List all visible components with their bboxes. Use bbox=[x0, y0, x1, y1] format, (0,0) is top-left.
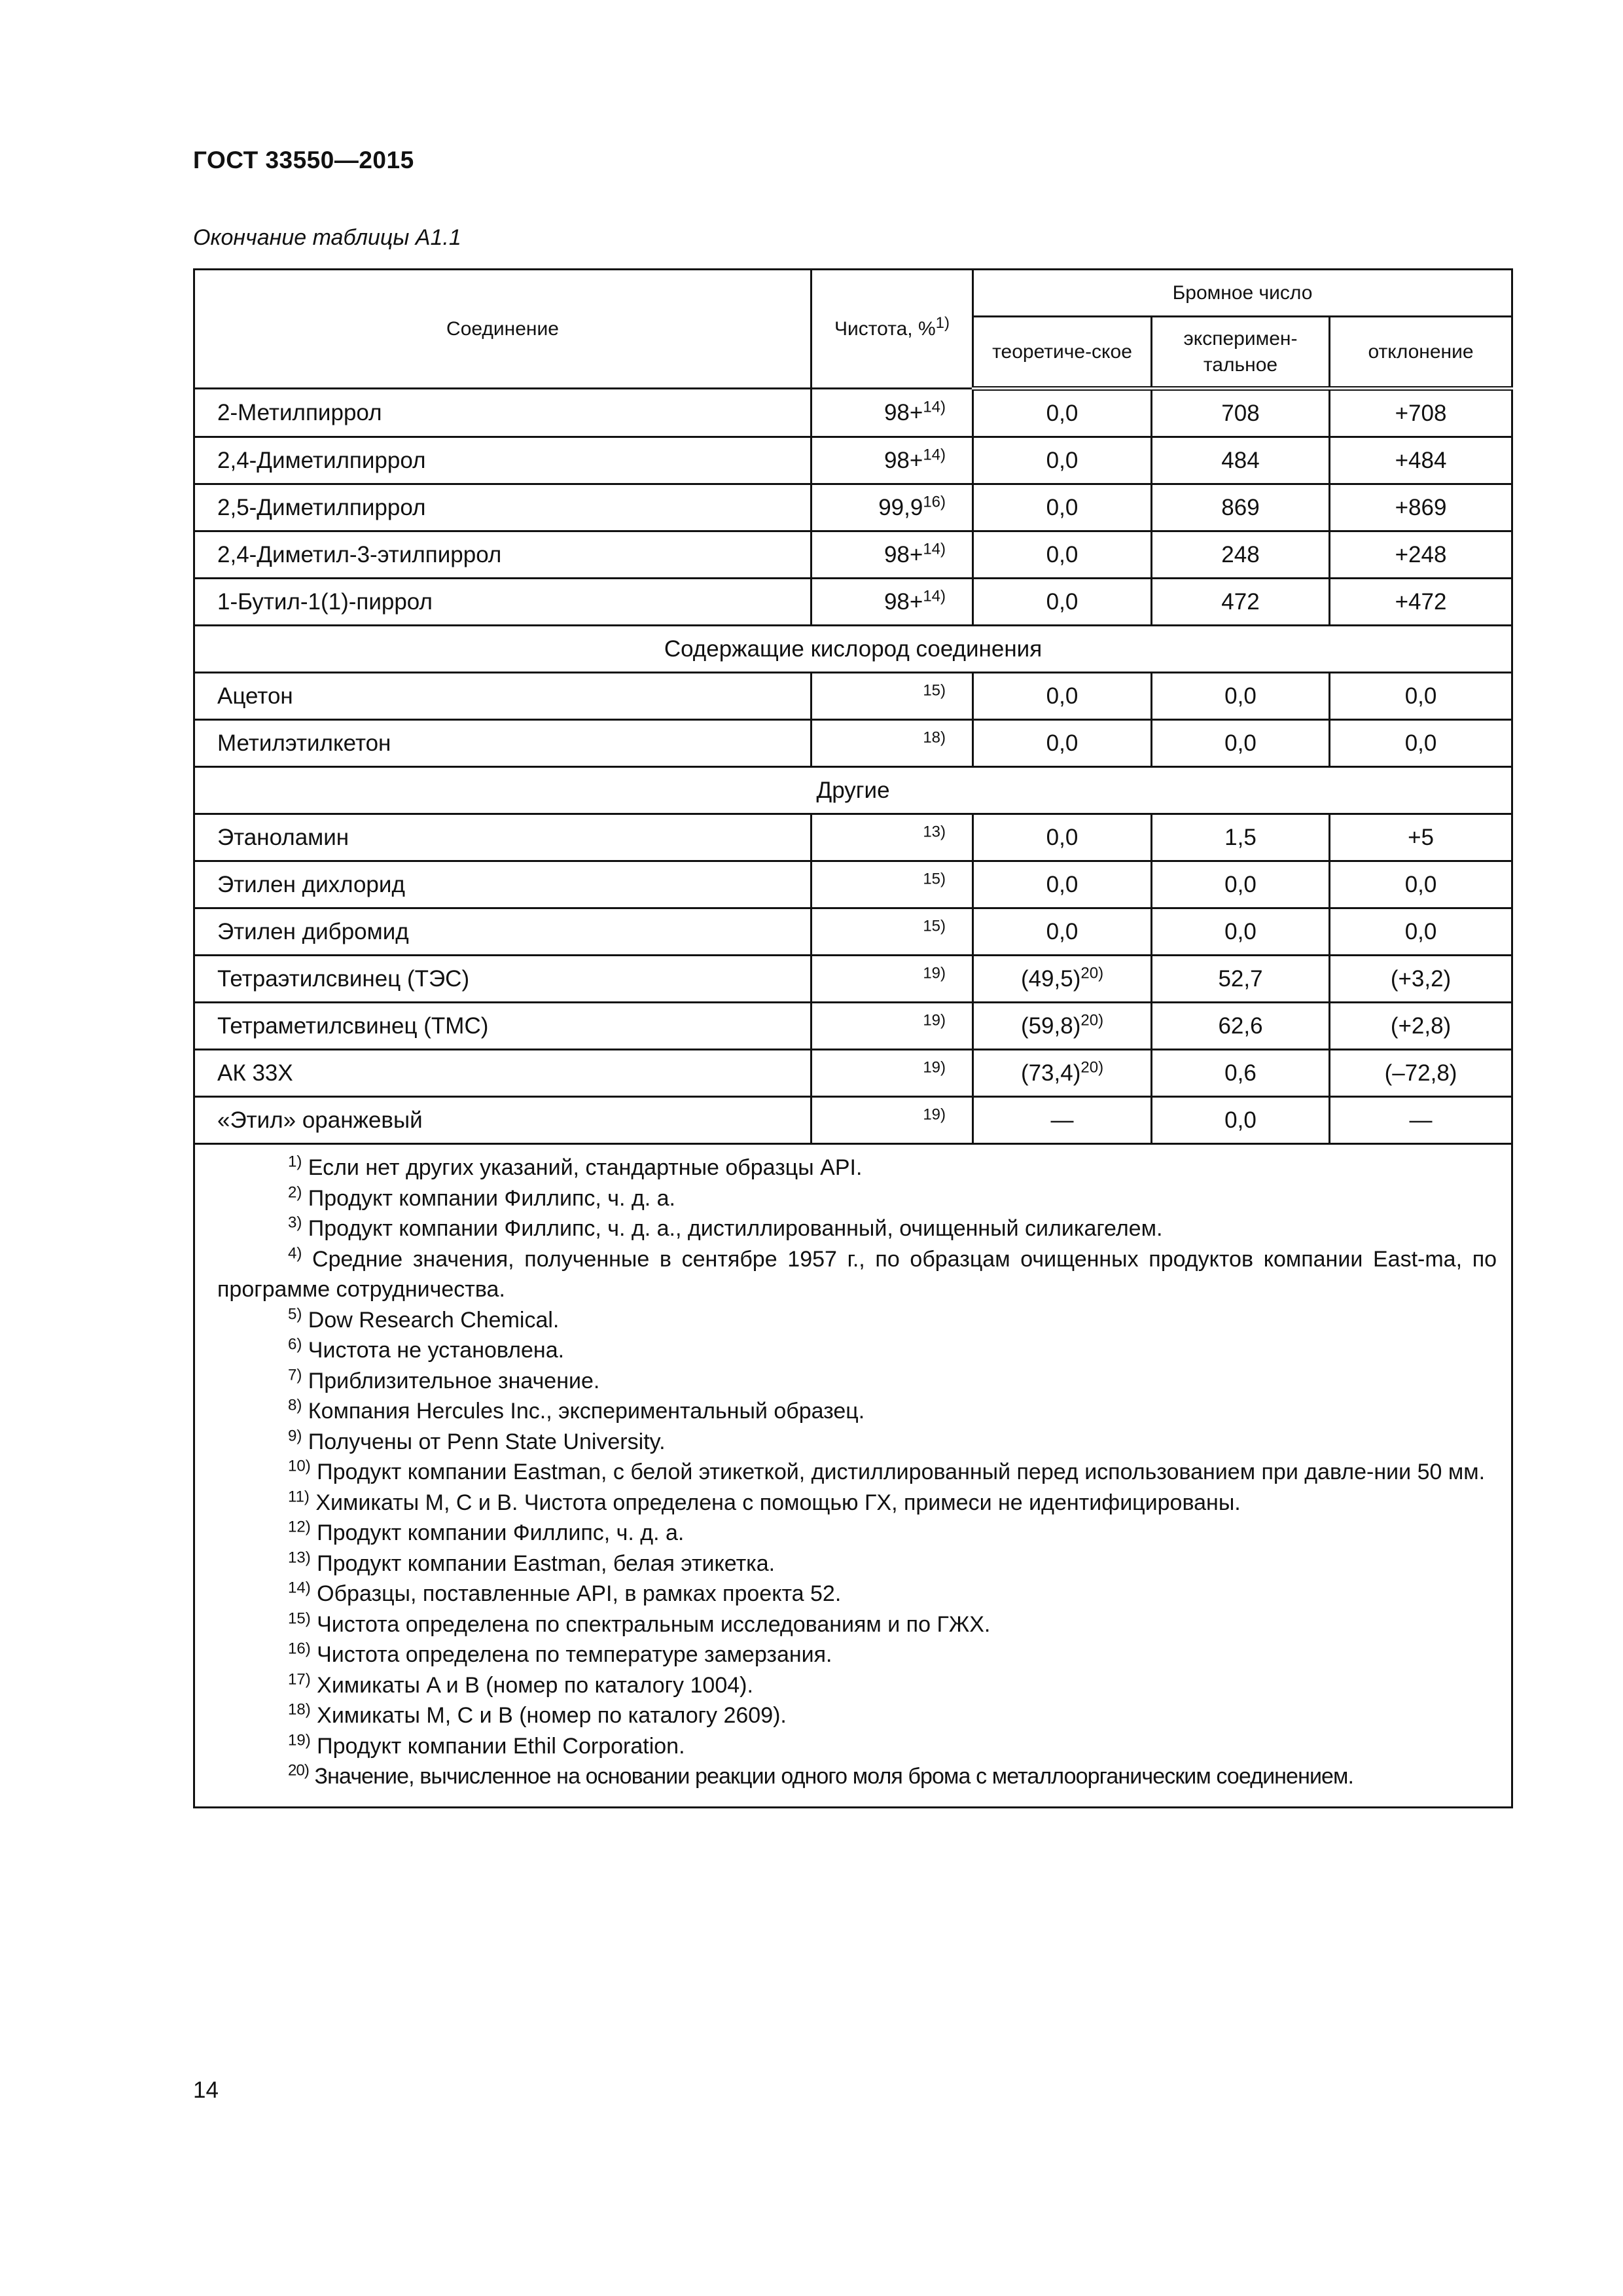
footnote bbox=[217, 1488, 1497, 1518]
notes-row bbox=[194, 1144, 1512, 1808]
footnote-mark: 20) bbox=[288, 1761, 309, 1780]
purity-footnote: 19) bbox=[923, 1011, 946, 1029]
theoretical-value: 0,0 bbox=[973, 673, 1152, 720]
purity-footnote: 14) bbox=[923, 586, 946, 605]
footnote-mark: 16) bbox=[288, 1640, 311, 1658]
deviation-value: 0,0 bbox=[1330, 861, 1512, 908]
theoretical-footnote: 20) bbox=[1080, 1058, 1104, 1076]
table-row bbox=[194, 389, 1512, 437]
footnote bbox=[217, 1670, 1497, 1701]
footnote bbox=[217, 1640, 1497, 1670]
theoretical-value: 0,0 bbox=[973, 814, 1152, 861]
deviation-value: +472 bbox=[1330, 579, 1512, 626]
experimental-value: 0,0 bbox=[1152, 908, 1330, 956]
theoretical-value: — bbox=[973, 1097, 1152, 1144]
footnotes bbox=[195, 1145, 1511, 1806]
deviation-value: (+2,8) bbox=[1330, 1003, 1512, 1050]
theoretical-value: 0,0 bbox=[973, 437, 1152, 484]
experimental-value: 0,6 bbox=[1152, 1050, 1330, 1097]
theoretical-value: 0,0 bbox=[973, 531, 1152, 579]
footnote bbox=[217, 1335, 1497, 1366]
footnote bbox=[217, 1244, 1497, 1305]
theoretical-value: 0,0 bbox=[973, 720, 1152, 767]
footnote-mark: 13) bbox=[288, 1549, 311, 1567]
table-row bbox=[194, 956, 1512, 1003]
theoretical-value: $(73,4)^{20)}$ bbox=[973, 1050, 1152, 1097]
experimental-value: 0,0 bbox=[1152, 720, 1330, 767]
footnote-text: Средние значения, полученные в сентябре 1957 г., по образцам очищенных продуктов компании East-ma, по программе сотрудничества. bbox=[217, 1246, 1497, 1302]
theoretical-value: 0,0 bbox=[973, 579, 1152, 626]
section-row-oxygen bbox=[194, 626, 1512, 673]
table-row bbox=[194, 1097, 1512, 1144]
experimental-value: 0,0 bbox=[1152, 673, 1330, 720]
theoretical-footnote: 20) bbox=[1080, 1011, 1104, 1029]
header-compound: Соединение bbox=[194, 270, 812, 389]
experimental-value: 0,0 bbox=[1152, 1097, 1330, 1144]
deviation-value: +248 bbox=[1330, 531, 1512, 579]
purity-footnote: 14) bbox=[923, 445, 946, 463]
theoretical-value: 0,0 bbox=[973, 484, 1152, 531]
purity-value bbox=[812, 861, 973, 908]
footnote-mark: 12) bbox=[288, 1518, 311, 1536]
footnote-text: Чистота не установлена. bbox=[308, 1338, 565, 1363]
experimental-value: 708 bbox=[1152, 389, 1330, 437]
footnote-text: Продукт компании Eastman, белая этикетка. bbox=[317, 1551, 776, 1576]
section-row-other bbox=[194, 767, 1512, 814]
footnote-text: Dow Research Chemical. bbox=[308, 1307, 560, 1333]
footnote-mark: 6) bbox=[288, 1335, 302, 1354]
footnote-mark: 10) bbox=[288, 1457, 311, 1475]
theoretical-value: 0,0 bbox=[973, 861, 1152, 908]
footnote bbox=[217, 1427, 1497, 1458]
purity-value bbox=[812, 814, 973, 861]
deviation-value: 0,0 bbox=[1330, 908, 1512, 956]
compound-name: Этилен дихлорид bbox=[194, 861, 812, 908]
experimental-value: 52,7 bbox=[1152, 956, 1330, 1003]
footnote-text: Получены от Penn State University. bbox=[308, 1429, 666, 1454]
compound-name: Тетраэтилсвинец (ТЭС) bbox=[194, 956, 812, 1003]
compound-name: Этаноламин bbox=[194, 814, 812, 861]
deviation-value: +5 bbox=[1330, 814, 1512, 861]
footnote-text: Продукт компании Филлипс, ч. д. а., дистиллированный, очищенный силикагелем. bbox=[308, 1216, 1163, 1241]
table-row bbox=[194, 861, 1512, 908]
purity-footnote: 15) bbox=[923, 681, 946, 699]
experimental-value: 484 bbox=[1152, 437, 1330, 484]
footnote-text: Если нет других указаний, стандартные образцы API. bbox=[308, 1155, 863, 1180]
footnote-mark: 14) bbox=[288, 1579, 311, 1597]
footnote-mark: 17) bbox=[288, 1670, 311, 1689]
footnote bbox=[217, 1549, 1497, 1579]
deviation-value: (+3,2) bbox=[1330, 956, 1512, 1003]
footnote-mark: 3) bbox=[288, 1213, 302, 1232]
table-row bbox=[194, 908, 1512, 956]
purity-value bbox=[812, 720, 973, 767]
footnote bbox=[217, 1213, 1497, 1244]
purity-footnote: 14) bbox=[923, 397, 946, 416]
theoretical-value: 0,0 bbox=[973, 389, 1152, 437]
deviation-value: — bbox=[1330, 1097, 1512, 1144]
deviation-value: 0,0 bbox=[1330, 673, 1512, 720]
footnote bbox=[217, 1396, 1497, 1427]
compound-name: Этилен дибромид bbox=[194, 908, 812, 956]
table-row bbox=[194, 484, 1512, 531]
footnote-mark: 8) bbox=[288, 1396, 302, 1414]
page-number: 14 bbox=[193, 2077, 219, 2103]
footnote-text: Продукт компании Eastman, с белой этикеткой, дистиллированный перед использованием при давле-нии 50 мм. bbox=[317, 1460, 1486, 1484]
section-oxygen: Содержащие кислород соединения bbox=[194, 626, 1512, 673]
compound-name: Ацетон bbox=[194, 673, 812, 720]
header-bromine-number: Бромное число bbox=[973, 270, 1512, 317]
purity-footnote: 15) bbox=[923, 916, 946, 935]
purity-footnote: 14) bbox=[923, 539, 946, 558]
theoretical-value: $(59,8)^{20)}$ bbox=[973, 1003, 1152, 1050]
compound-name: 2-Метилпиррол bbox=[194, 389, 812, 437]
footnote-mark: 9) bbox=[288, 1427, 302, 1445]
bromine-number-table bbox=[193, 268, 1513, 1808]
footnote-mark: 11) bbox=[288, 1488, 310, 1506]
experimental-value: 0,0 bbox=[1152, 861, 1330, 908]
purity-value bbox=[812, 1097, 973, 1144]
purity-footnote: 13) bbox=[923, 822, 946, 840]
theoretical-value: 0,0 bbox=[973, 908, 1152, 956]
footnote bbox=[217, 1183, 1497, 1214]
footnote bbox=[217, 1731, 1497, 1762]
footnote-mark: 5) bbox=[288, 1305, 302, 1323]
table-row bbox=[194, 814, 1512, 861]
compound-name: АК 33Х bbox=[194, 1050, 812, 1097]
theoretical-footnote: 20) bbox=[1080, 963, 1104, 982]
table-row bbox=[194, 437, 1512, 484]
footnote bbox=[217, 1761, 1497, 1792]
compound-name: 2,4-Диметил-3-этилпиррол bbox=[194, 531, 812, 579]
purity-value: 98+$^{14)}$ bbox=[812, 389, 973, 437]
footnote-text: Продукт компании Филлипс, ч. д. а. bbox=[317, 1520, 685, 1545]
footnote bbox=[217, 1305, 1497, 1336]
experimental-value: 1,5 bbox=[1152, 814, 1330, 861]
purity-value: 98+$^{14)}$ bbox=[812, 531, 973, 579]
footnote-mark: 1) bbox=[288, 1153, 302, 1171]
purity-footnote: 19) bbox=[923, 1105, 946, 1123]
theoretical-value: $(49,5)^{20)}$ bbox=[973, 956, 1152, 1003]
table-caption: Окончание таблицы А1.1 bbox=[193, 225, 461, 250]
purity-value bbox=[812, 956, 973, 1003]
experimental-value: 248 bbox=[1152, 531, 1330, 579]
deviation-value: (–72,8) bbox=[1330, 1050, 1512, 1097]
deviation-value: +708 bbox=[1330, 389, 1512, 437]
purity-footnote: 19) bbox=[923, 1058, 946, 1076]
purity-value bbox=[812, 908, 973, 956]
purity-footnote: 18) bbox=[923, 728, 946, 746]
deviation-value: +484 bbox=[1330, 437, 1512, 484]
footnote-text: Значение, вычисленное на основании реакции одного моля брома с металлоорганическим соединением. bbox=[314, 1764, 1354, 1789]
purity-footnote: 19) bbox=[923, 963, 946, 982]
purity-value bbox=[812, 1050, 973, 1097]
purity-value: 98+$^{14)}$ bbox=[812, 579, 973, 626]
footnote-text: Приблизительное значение. bbox=[308, 1368, 600, 1393]
footnote-mark: 19) bbox=[288, 1731, 311, 1749]
purity-value: 98+$^{14)}$ bbox=[812, 437, 973, 484]
footnotes-cell bbox=[194, 1144, 1512, 1808]
document-header: ГОСТ 33550—2015 bbox=[193, 147, 414, 173]
deviation-value: 0,0 bbox=[1330, 720, 1512, 767]
header-experimental: эксперимен-тальное bbox=[1152, 317, 1330, 389]
experimental-value: 62,6 bbox=[1152, 1003, 1330, 1050]
table-row bbox=[194, 531, 1512, 579]
experimental-value: 869 bbox=[1152, 484, 1330, 531]
footnote-text: Продукт компании Ethil Corporation. bbox=[317, 1733, 685, 1759]
compound-name: 2,5-Диметилпиррол bbox=[194, 484, 812, 531]
table-row bbox=[194, 673, 1512, 720]
compound-name: Тетраметилсвинец (ТМС) bbox=[194, 1003, 812, 1050]
deviation-value: +869 bbox=[1330, 484, 1512, 531]
header-deviation: отклонение bbox=[1330, 317, 1512, 389]
header-purity: Чистота, %$^{1)}$ bbox=[812, 270, 973, 389]
footnote bbox=[217, 1366, 1497, 1397]
footnote-text: Образцы, поставленные API, в рамках проекта 52. bbox=[317, 1581, 842, 1606]
footnote-mark: 7) bbox=[288, 1366, 302, 1384]
footnote-text: Продукт компании Филлипс, ч. д. а. bbox=[308, 1185, 675, 1211]
footnote bbox=[217, 1609, 1497, 1640]
purity-value bbox=[812, 1003, 973, 1050]
footnote-mark: 15) bbox=[288, 1609, 311, 1628]
footnote-text: Химикаты M, C и B (номер по каталогу 2609). bbox=[317, 1703, 787, 1728]
footnote bbox=[217, 1700, 1497, 1731]
table-row bbox=[194, 1050, 1512, 1097]
footnote bbox=[217, 1579, 1497, 1609]
purity-footnote: 16) bbox=[923, 492, 946, 511]
table-row bbox=[194, 720, 1512, 767]
header-theoretical: теоретиче-ское bbox=[973, 317, 1152, 389]
footnote bbox=[217, 1153, 1497, 1183]
footnote bbox=[217, 1457, 1497, 1488]
purity-value: 99,9$^{16)}$ bbox=[812, 484, 973, 531]
table-row bbox=[194, 1003, 1512, 1050]
compound-name: 2,4-Диметилпиррол bbox=[194, 437, 812, 484]
footnote-text: Химикаты M, C и B. Чистота определена с помощью ГХ, примеси не идентифицированы. bbox=[315, 1490, 1241, 1515]
footnote-text: Чистота определена по температуре замерзания. bbox=[317, 1642, 832, 1667]
footnote bbox=[217, 1518, 1497, 1549]
table-row bbox=[194, 579, 1512, 626]
purity-footnote: 15) bbox=[923, 869, 946, 888]
experimental-value: 472 bbox=[1152, 579, 1330, 626]
footnote-mark: 2) bbox=[288, 1183, 302, 1202]
purity-value bbox=[812, 673, 973, 720]
footnote-text: Компания Hercules Inc., экспериментальный образец. bbox=[308, 1399, 865, 1424]
compound-name: «Этил» оранжевый bbox=[194, 1097, 812, 1144]
footnote-mark: 18) bbox=[288, 1700, 311, 1719]
footnote-text: Чистота определена по спектральным исследованиям и по ГЖХ. bbox=[317, 1611, 991, 1637]
footnote-mark: 4) bbox=[288, 1244, 302, 1263]
footnote-text: Химикаты A и B (номер по каталогу 1004). bbox=[317, 1672, 753, 1698]
compound-name: 1-Бутил-1(1)-пиррол bbox=[194, 579, 812, 626]
section-other: Другие bbox=[194, 767, 1512, 814]
compound-name: Метилэтилкетон bbox=[194, 720, 812, 767]
